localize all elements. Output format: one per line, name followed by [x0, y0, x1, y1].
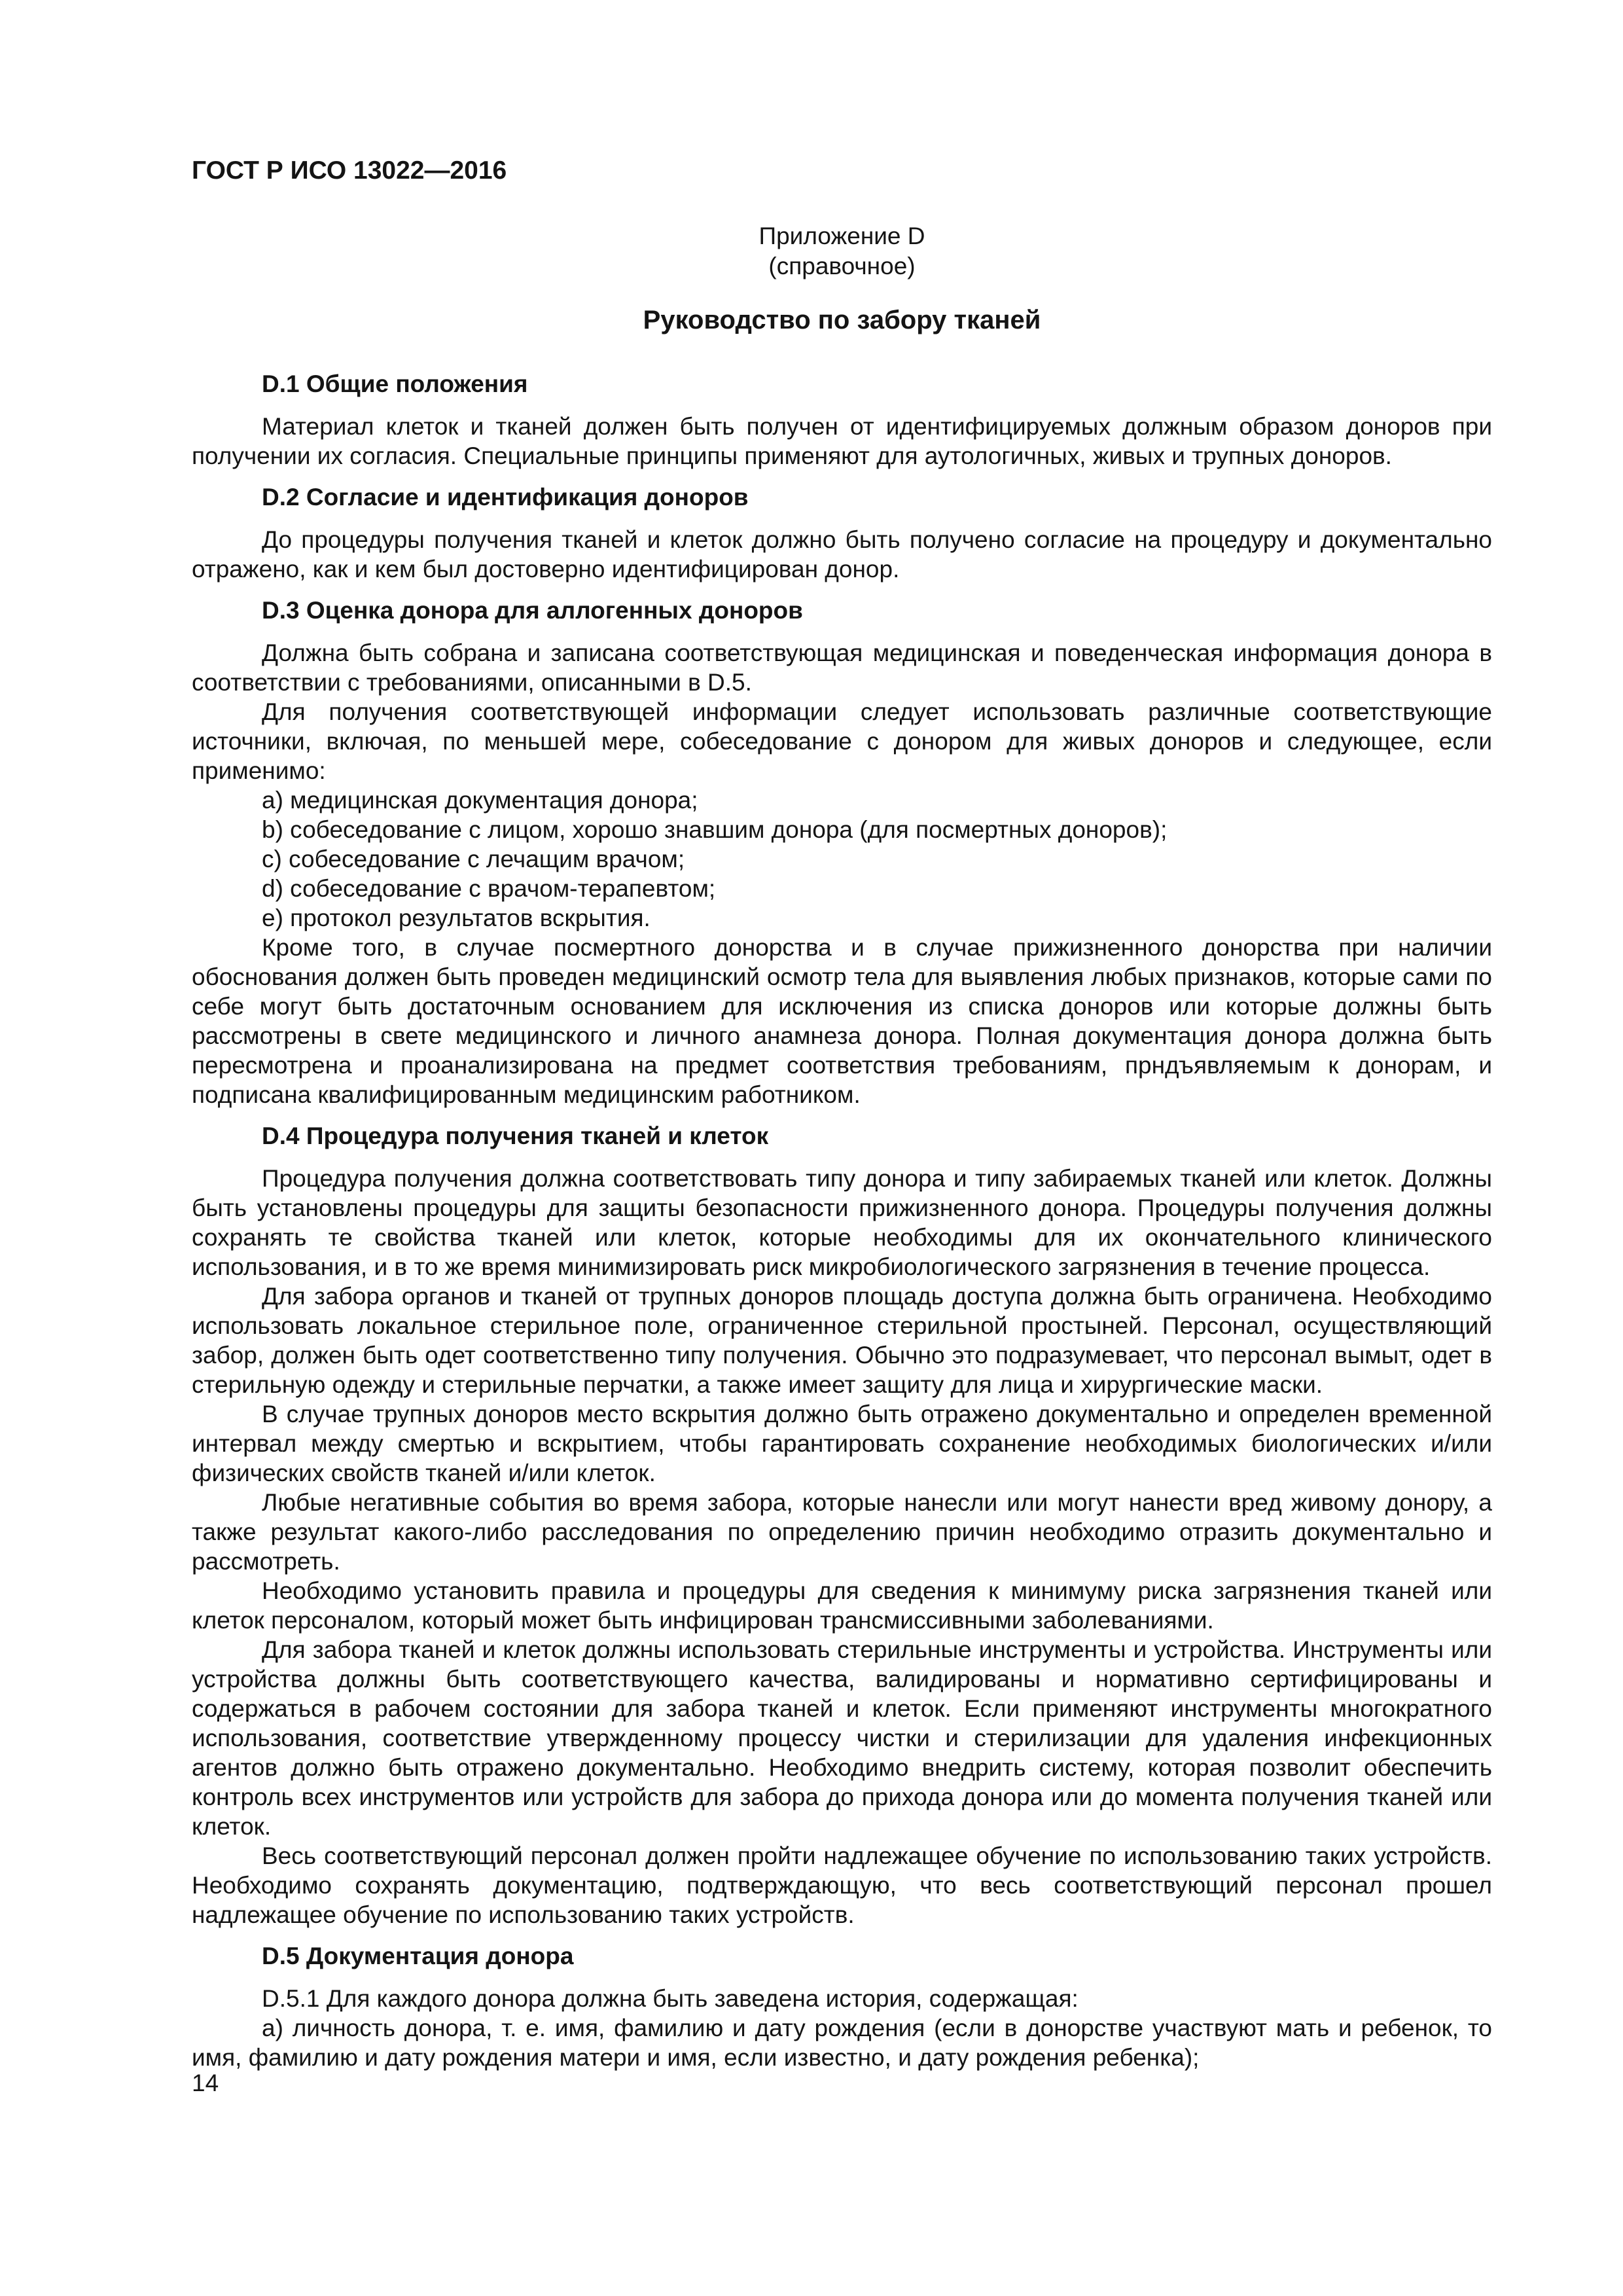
- paragraph: Для забора тканей и клеток должны использовать стерильные инструменты и устройства. Инструменты или устройства должны быть соответствующего качества, валидированы и нормативно сертифицированы и содержаться в рабочем состоянии для забора тканей и клеток. Если применяют инструменты многократного использования, соответствие утвержденному процессу чистки и стерилизации для удаления инфекционных агентов должно быть отражено документально. Необходимо внедрить систему, которая позволит обеспечить контроль всех инструментов или устройств для забора до прихода донора или до момента получения тканей или клеток.: [192, 1636, 1492, 1840]
- section-4: [192, 1121, 1492, 1929]
- list-item: d) собеседование с врачом-терапевтом;: [262, 875, 716, 902]
- section-heading: D.1 Общие положения: [262, 370, 528, 397]
- list-item: c) собеседование с лечащим врачом;: [262, 846, 685, 872]
- paragraph: Процедура получения должна соответствовать типу донора и типу забираемых тканей или клеток. Должны быть установлены процедуры для защиты безопасности прижизненного донора. Процедуры получения должны сохранять те свойства тканей или клеток, которые необходимы для их окончательного клинического использования, и в то же время минимизировать риск микробиологического загрязнения в течение процесса.: [192, 1165, 1492, 1280]
- section-3: [192, 596, 1492, 1109]
- section-2: [192, 482, 1492, 584]
- section-heading: D.2 Согласие и идентификация доноров: [262, 484, 749, 511]
- standard-designation: ГОСТ Р ИСО 13022—2016: [192, 156, 507, 185]
- paragraph: До процедуры получения тканей и клеток должно быть получено согласие на процедуру и документально отражено, как и кем был достоверно идентифицирован донор.: [192, 526, 1492, 583]
- paragraph: Для забора органов и тканей от трупных доноров площадь доступа должна быть ограничена. Необходимо использовать локальное стерильное поле, ограниченное стерильной простыней. Персонал, осуществляющий забор, должен быть одет соответственно типу получения. Обычно это подразумевает, что персонал вымыт, одет в стерильную одежду и стерильные перчатки, а также имеет защиту для лица и хирургические маски.: [192, 1283, 1492, 1398]
- annex-title: Руководство по забору тканей: [643, 306, 1041, 334]
- paragraph: Весь соответствующий персонал должен пройти надлежащее обучение по использованию таких устройств. Необходимо сохранять документацию, подтверждающую, что весь соответствующий персонал прошел надлежащее обучение по использованию таких устройств.: [192, 1842, 1492, 1928]
- paragraph: Любые негативные события во время забора, которые нанесли или могут нанести вред живому донору, а также результат какого-либо расследования по определению причин необходимо отразить документально и рассмотреть.: [192, 1489, 1492, 1575]
- list-item: a) медицинская документация донора;: [262, 787, 698, 814]
- paragraph: Кроме того, в случае посмертного донорства и в случае прижизненного донорства при наличии обоснования должен быть проведен медицинский осмотр тела для выявления любых признаков, которые сами по себе могут быть достаточным основанием для исключения из списка доноров или которые должны быть рассмотрены в свете медицинского и личного анамнеза донора. Полная документация донора должна быть пересмотрена и проанализирована на предмет соответствия требованиям, прндъявляемым к донорам, и подписана квалифицированным медицинским работником.: [192, 934, 1492, 1108]
- page-number: 14: [192, 2070, 219, 2096]
- list-item: e) протокол результатов вскрытия.: [262, 905, 651, 931]
- section-heading: D.3 Оценка донора для аллогенных доноров: [262, 597, 803, 624]
- section-heading: D.4 Процедура получения тканей и клеток: [262, 1122, 769, 1149]
- list-item: b) собеседование с лицом, хорошо знавшим донора (для посмертных доноров);: [262, 816, 1168, 843]
- section-1: [192, 369, 1492, 471]
- section-heading: D.5 Документация донора: [262, 1943, 574, 1969]
- document-body: [192, 369, 1492, 2072]
- section-5: [192, 1941, 1492, 2072]
- paragraph: Должна быть собрана и записана соответствующая медицинская и поведенческая информация донора в соответствии с требованиями, описанными в D.5.: [192, 639, 1492, 696]
- paragraph: a) личность донора, т. е. имя, фамилию и дату рождения (если в донорстве участвуют мать и ребенок, то имя, фамилию и дату рождения матери и имя, если известно, и дату рождения ребенка);: [192, 2015, 1492, 2071]
- paragraph: D.5.1 Для каждого донора должна быть заведена история, содержащая:: [262, 1985, 1079, 2012]
- paragraph: В случае трупных доноров место вскрытия должно быть отражено документально и определен временной интервал между смертью и вскрытием, чтобы гарантировать сохранение необходимых биологических и/или физических свойств тканей и/или клеток.: [192, 1401, 1492, 1486]
- annex-label: Приложение D: [758, 223, 925, 249]
- paragraph: Материал клеток и тканей должен быть получен от идентифицируемых должным образом доноров при получении их согласия. Специальные принципы применяют для аутологичных, живых и трупных доноров.: [192, 413, 1492, 469]
- paragraph: Необходимо установить правила и процедуры для сведения к минимуму риска загрязнения тканей или клеток персоналом, который может быть инфицирован трансмиссивными заболеваниями.: [192, 1577, 1492, 1634]
- annex-type: (справочное): [768, 253, 916, 279]
- paragraph: Для получения соответствующей информации следует использовать различные соответствующие источники, включая, по меньшей мере, собеседование с донором для живых доноров и следующее, если применимо:: [192, 698, 1492, 784]
